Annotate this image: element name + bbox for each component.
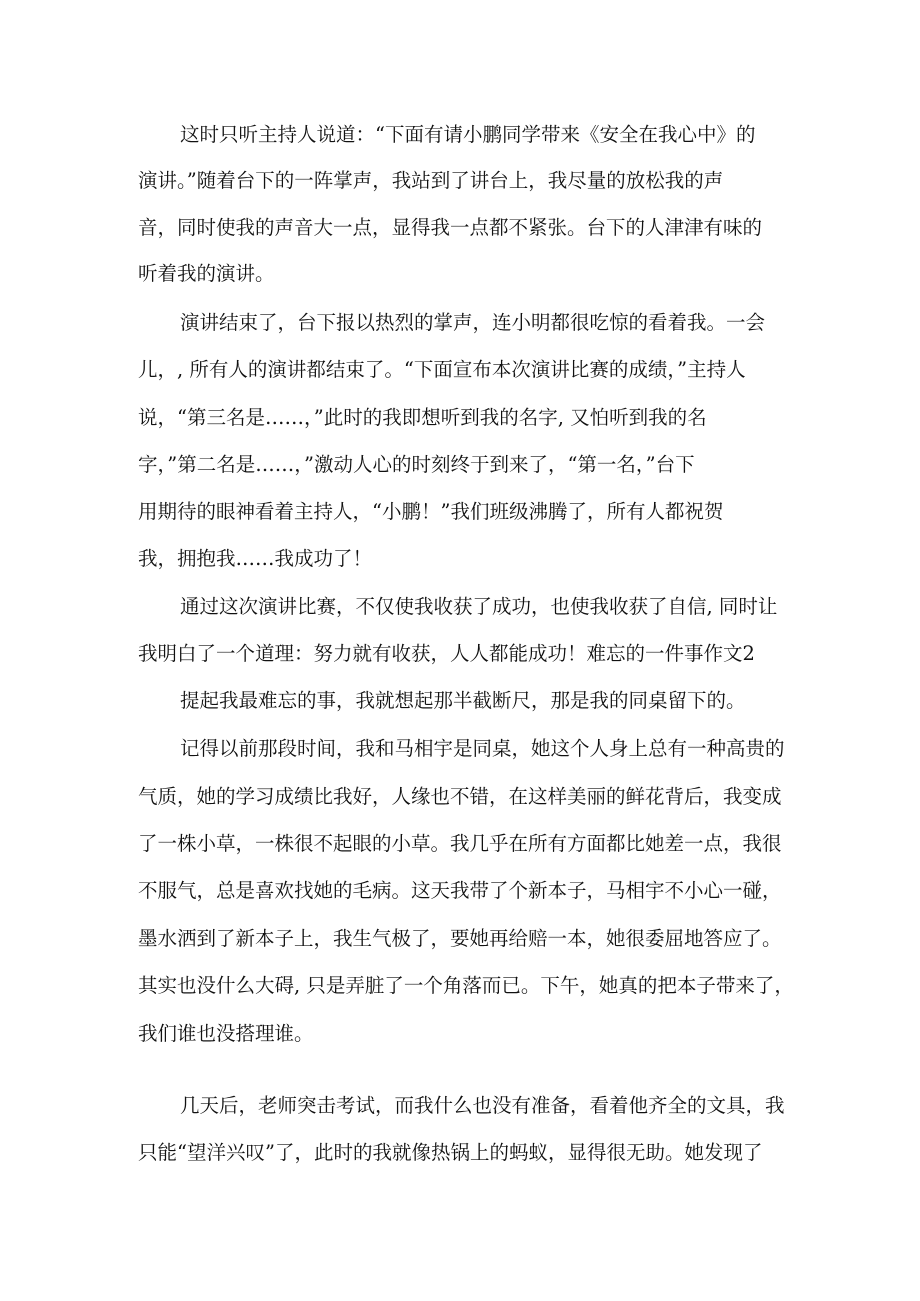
text-line: 听着我的演讲。: [138, 262, 275, 285]
text-line: 儿，, 所有人的演讲都结束了。“下面宣布本次演讲比赛的成绩，”主持人: [138, 358, 746, 381]
text-line: 这时只听主持人说道：“下面有请小鹏同学带来《安全在我心中》的: [180, 123, 756, 146]
text-line: 只能“望洋兴叹”了，此时的我就像热锅上的蚂蚁，显得很无助。她发现了: [138, 1141, 763, 1164]
text-line: 了一株小草，一株很不起眼的小草。我几乎在所有方面都比她差一点，我很: [138, 832, 782, 855]
text-line: 通过这次演讲比赛，不仅使我收获了成功，也使我收获了自信, 同时让: [180, 595, 778, 618]
text-line: 我，拥抱我……我成功了！: [138, 547, 373, 570]
text-line: 气质，她的学习成绩比我好，人缘也不错，在这样美丽的鲜花背后，我变成: [138, 785, 782, 808]
text-line: 演讲结束了，台下报以热烈的掌声，连小明都很吃惊的看着我。一会: [180, 311, 766, 334]
text-line: 提起我最难忘的事，我就想起那半截断尺，那是我的同桌留下的。: [180, 689, 746, 712]
text-line: 音，同时使我的声音大一点，显得我一点都不紧张。台下的人津津有味的: [138, 216, 763, 239]
text-line: 几天后，老师突击考试，而我什么也没有准备，看着他齐全的文具，我: [180, 1094, 785, 1117]
text-line: 用期待的眼神看着主持人，“小鹏！”我们班级沸腾了，所有人都祝贺: [138, 500, 724, 523]
text-line: 其实也没什么大碍, 只是弄脏了一个角落而已。下午，她真的把本子带来了，: [138, 974, 794, 997]
text-line: 我明白了一个道理：努力就有收获，人人都能成功！难忘的一件事作文2: [138, 642, 755, 665]
text-line: 墨水洒到了新本子上，我生气极了，要她再给赔一本，她很委屈地答应了。: [138, 927, 782, 950]
text-line: 说，“第三名是……，”此时的我即想听到我的名字, 又怕听到我的名: [138, 406, 707, 429]
text-line: 我们谁也没搭理谁。: [138, 1022, 314, 1045]
text-line: 字，”第二名是……，”激动人心的时刻终于到来了，“第一名，”台下: [138, 453, 695, 476]
text-line: 记得以前那段时间，我和马相宇是同桌，她这个人身上总有一种高贵的: [180, 737, 785, 760]
text-line: 演讲。”随着台下的一阵掌声，我站到了讲台上，我尽量的放松我的声: [138, 169, 724, 192]
text-line: 不服气，总是喜欢找她的毛病。这天我带了个新本子，马相宇不小心一碰，: [138, 879, 782, 902]
